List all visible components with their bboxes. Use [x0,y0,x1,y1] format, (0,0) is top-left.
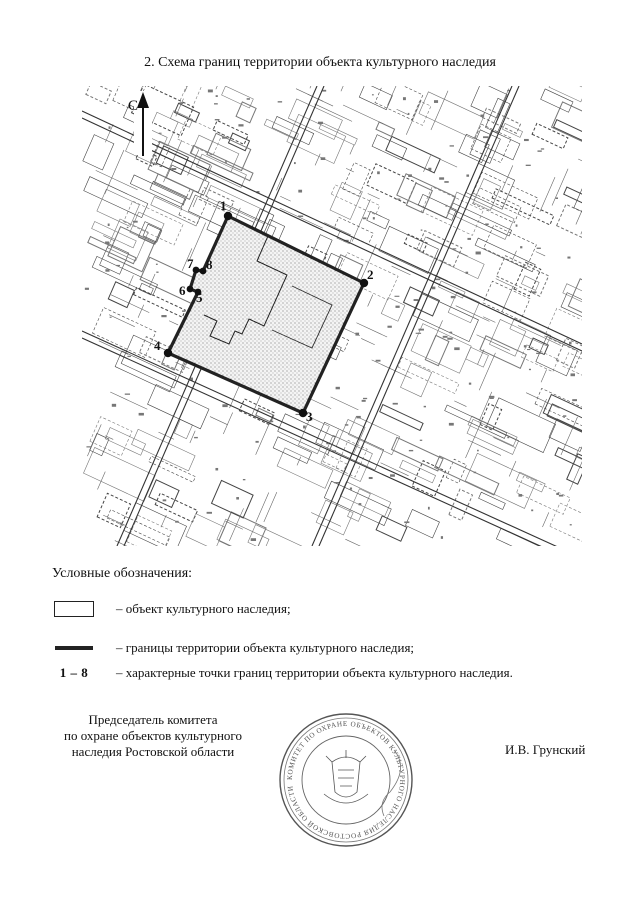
legend-boundary-symbol [55,646,93,650]
official-seal [276,710,416,855]
legend-object-text: – объект культурного наследия; [116,601,291,616]
boundary-point-7 [193,267,200,274]
boundary-point-label-1: 1 [220,198,227,213]
legend-points-symbol: 1 – 8 [59,665,89,680]
legend-row-object [52,601,291,617]
signature-position [58,712,248,760]
legend-boundary-text: – границы территории объекта культурного наследия; [116,640,415,655]
boundary-point-4 [164,349,172,357]
legend-row-points [52,665,513,681]
signature-line-1: Председатель комитета [88,712,218,727]
page-title: 2. Схема границ территории объекта культурного наследия [144,55,496,70]
boundary-point-1 [224,212,232,220]
boundary-point-label-8: 8 [206,257,213,272]
signature-line-2: по охране объектов культурного [64,728,242,743]
legend-title: Условные обозначения: [52,566,193,581]
boundary-point-label-3: 3 [306,409,313,424]
legend-points-text: – характерные точки границ территории объекта культурного наследия. [116,665,513,680]
north-label: С [128,98,139,114]
cadastral-map [82,86,582,546]
boundary-point-label-2: 2 [367,267,374,282]
boundary-point-label-6: 6 [179,283,186,298]
boundary-point-label-7: 7 [187,256,194,271]
legend-row-boundary [52,640,414,656]
seal-icon [276,710,416,850]
boundary-point-label-4: 4 [154,338,161,353]
map-canvas [82,86,582,546]
signature-line-3: наследия Ростовской области [71,744,235,759]
legend-object-symbol [54,601,94,617]
svg-text:КОМИТЕТ ПО ОХРАНЕ ОБЪЕКТОВ КУЛ: КОМИТЕТ ПО ОХРАНЕ ОБЪЕКТОВ КУЛЬТУРНОГО НАСЛЕДИЯ РОСТОВСКОЙ ОБЛАСТИ [285,719,407,841]
boundary-point-label-5: 5 [196,290,203,305]
signer-name: И.В. Грунский [505,742,586,757]
boundary-point-6 [187,286,194,293]
